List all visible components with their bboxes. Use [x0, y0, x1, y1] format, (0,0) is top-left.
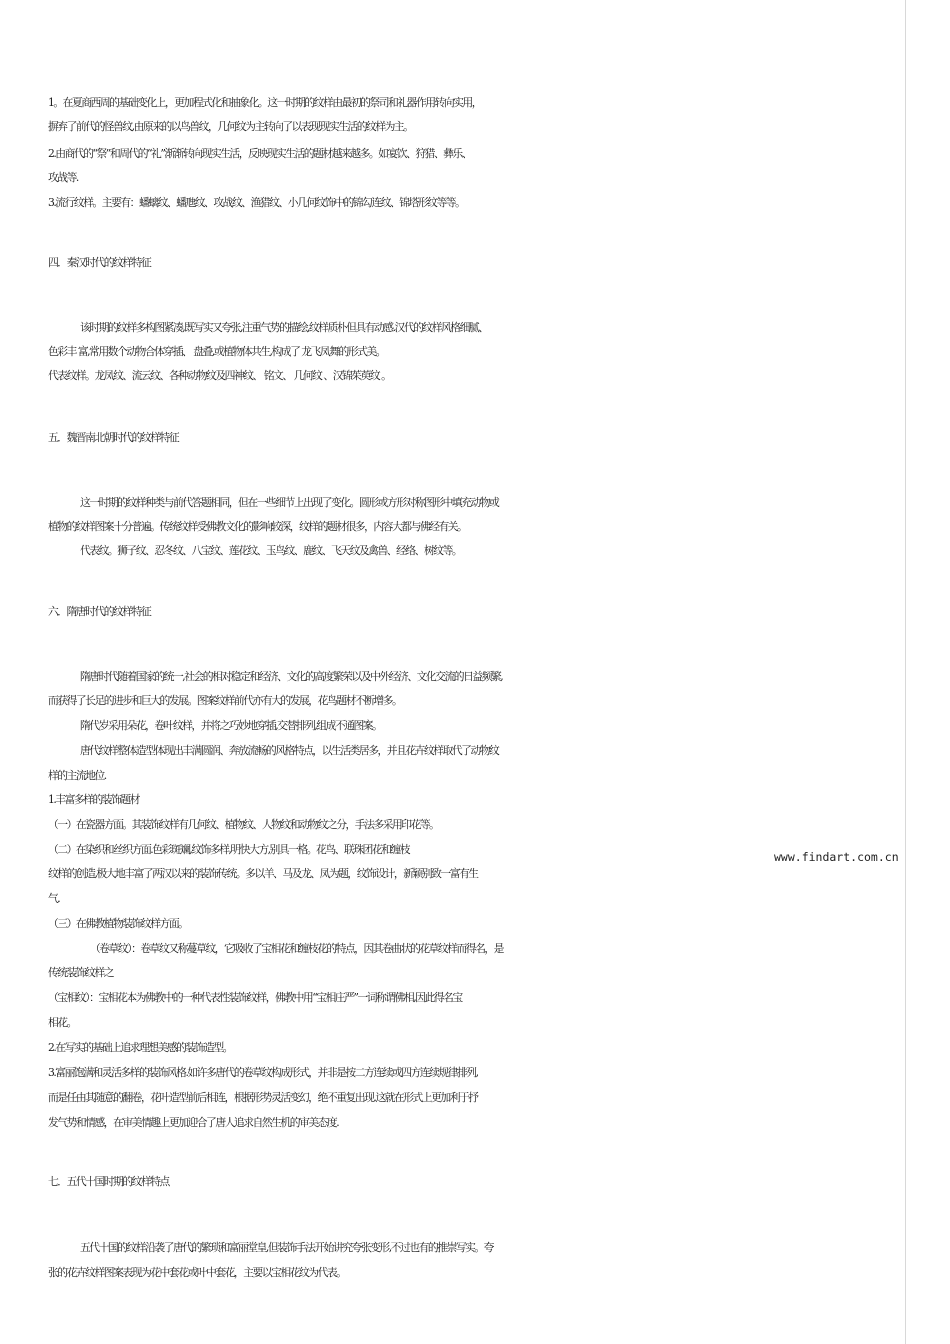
paragraph-line: （三）在佛教植物装饰纹样方面。 — [48, 917, 188, 930]
paragraph-line: 3.富丽饱满和灵活多样的装饰风格.如许多唐代的卷草纹构成形式，并非是按二方连续或四方连续规律排列, — [48, 1066, 478, 1079]
paragraph-line: 代表纹。狮子纹、忍冬纹、八宝纹、莲花纹、玉鸟纹、鹿纹、飞天纹及禽兽、经络、树纹等。 — [80, 544, 462, 557]
paragraph-line: 相花。 — [48, 1016, 76, 1029]
paragraph-line: 张的花卉纹样图案表现为花中套花或叶中套花，主要以宝相花纹为代表。 — [48, 1266, 346, 1279]
section-heading-wudai: 七．五代十国时期的纹样特点 — [48, 1175, 169, 1188]
paragraph-line: 3.流行纹样。主要有：蟠螭纹、蟠虺纹、攻战纹、渔猎纹、小几何纹饰中的锦勾连纹、锦塔形纹等等。 — [48, 196, 465, 209]
paragraph-line: 纹样的创造,极大地丰富了两汉以来的装饰传统。多以羊、马及龙、凤为题，纹饰设计，新颖别致一富有生 — [48, 867, 478, 880]
paragraph-line: 传统装饰纹样之 — [48, 966, 114, 979]
paragraph-line: 唐代纹样整体造型体现出丰满圆润、奔放流畅的风格特点，以生活类居多，并且花卉纹样取代了动物纹 — [80, 744, 499, 757]
paragraph-line: 2.由商代的“祭”和周代的“礼”渐渐转向现实生活，反映现实生活的题材越来越多。如宴饮、狩猎、彝乐、 — [48, 147, 472, 160]
paragraph-line: 五代十国的纹样沿袭了唐代的繁琐和富丽堂皇,但装饰手法开始讲究夸张变形,不过也有的推崇写实。夸 — [80, 1241, 493, 1254]
paragraph-line: 而获得了长足的进步和巨大的发展。图案纹样前代亦有大的发展，花鸟题材不断增多。 — [48, 694, 402, 707]
section-heading-weijin: 五．魏晋南北朝时代的纹样特征 — [48, 431, 179, 444]
section-heading-qinhan: 四．秦汉时代的纹样特征 — [48, 256, 151, 269]
paragraph-line: 隋唐时代随着国家的统一,社会的相对稳定和经济、文化的高度繁荣以及中外经济、文化交流的日益频繁, — [80, 670, 503, 683]
paragraph-line: （卷草纹）：卷草纹又称蔓草纹，它吸收了宝相花和缠枝花的特点，因其卷曲状的花草纹样而得名，是 — [90, 942, 503, 955]
paragraph-line: 1。在夏商西周的基础变化上，更加程式化和抽象化。这一时期的纹样由最初的祭司和礼器作用转向实用， — [48, 96, 482, 109]
paragraph-line: 而是任由其随意的翻卷，花叶造型前后相连，根据形势灵活变幻，绝不重复出现.这就在形式上更加利于抒 — [48, 1091, 478, 1104]
paragraph-line: 这一时期的纹样种类与前代答题相同，但在一些细节上出现了变化。圆形或方形对称图形中填充动物或 — [80, 496, 499, 509]
paragraph-line: 发气势和情感，在审美情趣上更加迎合了唐人追求自然生机的审美态度. — [48, 1116, 339, 1129]
paragraph-line: 2.在写实的基础上追求理想美感的装饰造型。 — [48, 1041, 232, 1054]
paragraph-line: （二）在染织和丝织方面.色彩斑斓,纹饰多样,明快大方,别具一格。花鸟、联珠团花和缠枝 — [48, 843, 410, 856]
paragraph-line: （宝相纹）：宝相花本为佛教中的一种代表性装饰纹样，佛教中用“宝相庄严”一词称谓佛相,因此得名宝 — [48, 991, 462, 1004]
paragraph-line: 样的主流地位. — [48, 769, 106, 782]
paragraph-line: 该时期的纹样多构图紧凑,既写实又夸张,注重气势的描绘,纹样质朴但具有动感.汉代的纹样风格细腻、 — [80, 321, 488, 334]
paragraph-line: 气. — [48, 892, 60, 905]
paragraph-line: 摒弃了前代的怪兽纹,由原来的以鸟兽纹，几何纹为主转向了以表现现实生活的纹样为主。 — [48, 120, 413, 133]
paragraph-line: 代表纹样。龙凤纹、流云纹、各种动物纹及四神纹、 铭文、 几何纹 、汉锦茱萸纹 。 — [48, 369, 391, 382]
paragraph-line: 攻战等. — [48, 171, 78, 184]
paragraph-line: 植物的纹样图案十分普遍。传统纹样受佛教文化的影响较深，纹样的题材很多，内容大都与佛经有关。 — [48, 520, 467, 533]
paragraph-line: （一）在瓷器方面。其装饰纹样有几何纹、植物纹、人物纹和动物纹之分，手法多采用印花等。 — [48, 818, 439, 831]
watermark-url: www.findart.com.cn — [774, 850, 899, 864]
paragraph-line: 隋代岁采用朵花，卷叶纹样，并将之巧妙地穿插,交替排列,组成不通图案。 — [80, 719, 382, 732]
section-heading-suitang: 六．隋唐时代的纹样特征 — [48, 605, 151, 618]
paragraph-line: 色彩丰 富,常用数个动物合体穿插、 盘叠,或植物体共生,构成了 龙飞凤舞的形式美。 — [48, 345, 385, 358]
paragraph-line: 1.丰富多样的装饰题材 — [48, 793, 139, 806]
